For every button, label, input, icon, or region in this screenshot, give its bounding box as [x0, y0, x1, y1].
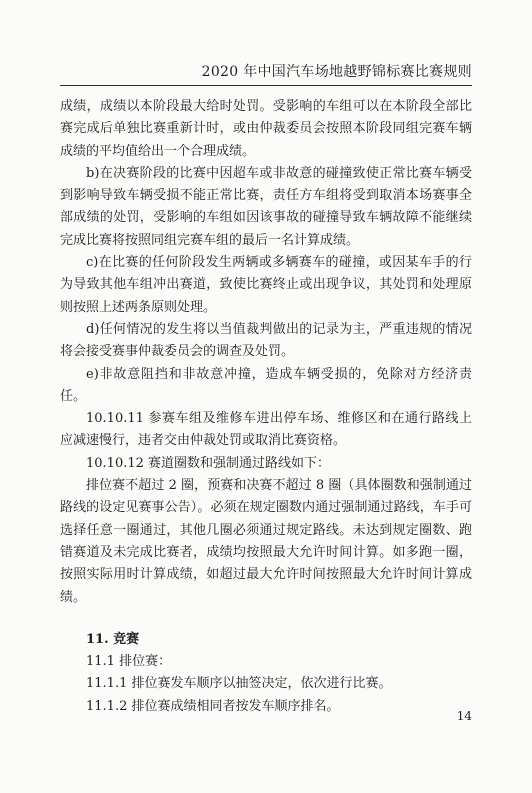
- page-number: 14: [456, 709, 472, 723]
- paragraph-laps: 排位赛不超过 2 圈，预赛和决赛不超过 8 圈（具体圈数和强制通过路线的设定见赛事公告）。必须在规定圈数内通过强制通过路线，车手可选择任意一圈通过，其他几圈必须通过规定路线。未达到规定圈数、跑错赛道及未完成比赛者，成绩均按照最大允许时间计算。如多跑一圈，按照实际用时计算成绩，如超过最大允许时间按照最大允许时间计算成绩。: [60, 478, 472, 605]
- subsection-11-1-2: 11.1.2 排位赛成绩相同者按发车顺序排名。: [86, 698, 340, 714]
- subsection-11-1-1: 11.1.1 排位赛发车顺序以抽签决定，依次进行比赛。: [86, 676, 392, 692]
- paragraph-continuation: 成绩，成绩以本阶段最大给时处罚。受影响的车组可以在本阶段全部比赛完成后单独比赛重新计时，或由仲裁委员会按照本阶段同组完赛车辆成绩的平均值给出一个合理成绩。: [60, 99, 472, 159]
- subsection-11-1: 11.1 排位赛：: [86, 654, 172, 670]
- paragraph-rule-b: b)在决赛阶段的比赛中因超车或非故意的碰撞致使正常比赛车辆受到影响导致车辆受损不能正常比赛，责任方车组将受到取消本场赛事全部成绩的处罚，受影响的车组如因该事故的碰撞导致车辆故障不能继续完成比赛将按照同组完赛车组的最后一名计算成绩。: [60, 165, 472, 248]
- section-heading-competition: 11. 竞赛: [86, 631, 140, 647]
- paragraph-10-10-12: 10.10.12 赛道圈数和强制通过路线如下：: [86, 455, 331, 471]
- paragraph-10-10-11: 10.10.11 参赛车组及维修车进出停车场、维修区和在通行路线上应减速慢行，违者交由仲裁处罚或取消比赛资格。: [60, 411, 472, 449]
- running-header: 2020 年中国汽车场地越野锦标赛比赛规则: [60, 62, 472, 86]
- paragraph-rule-d: d)任何情况的发生将以当值裁判做出的记录为主，严重违规的情况将会接受赛事仲裁委员会的调查及处罚。: [60, 321, 472, 360]
- paragraph-rule-e: e)非故意阻挡和非故意冲撞，造成车辆受损的，免除对方经济责任。: [60, 366, 472, 404]
- document-body: [60, 96, 472, 718]
- paragraph-rule-c: c)在比赛的任何阶段发生两辆或多辆赛车的碰撞，或因某车手的行为导致其他车组冲出赛道，致使比赛终止或出现争议，其处罚和处理原则按照上述两条原则处理。: [60, 255, 472, 315]
